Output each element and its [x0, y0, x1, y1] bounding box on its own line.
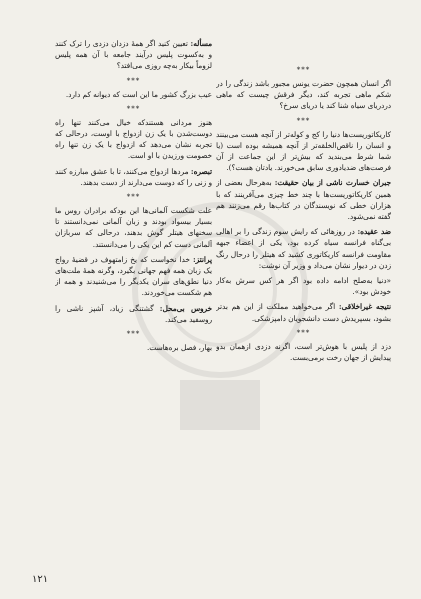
paragraph [55, 205, 212, 250]
paragraph-heading: جبران خسارت ناشی از بیان حقیقت: [274, 178, 391, 188]
paragraph-text: عیب بزرگ کشور ما این است که دیوانه کم دارد. [65, 89, 212, 99]
paragraph [55, 38, 212, 72]
section-separator: *** [126, 104, 141, 113]
paragraph [55, 342, 212, 353]
paragraph-text: «دنیا به‌صلح ادامه داده بود اگر هر کس سرش به‌کار خودش بود». [216, 276, 391, 297]
paragraph-text: در روزهائی که رایش سوم زندگی را بر اهالی بی‌گناه فرانسه سیاه کرده بود، یکی از اعضاء جبهه مقاومت فرانسه کاریکاتوری کشید که هیتلر را درحال رنگ زدن در دیوار نشان می‌داد و وزیر آن نوشت: [216, 227, 391, 270]
paragraph-heading: ضد عقیده: [357, 227, 391, 237]
section-separator: *** [126, 330, 141, 339]
paragraph [216, 301, 391, 323]
paragraph-text: بهار، فصل بره‌هاست. [146, 343, 212, 353]
section-separator: *** [126, 76, 141, 85]
paragraph [55, 117, 212, 162]
paragraph [55, 89, 212, 100]
paragraph-text: اگر می‌خواهید مملکت از این هم بدتر بشود، بسپریدش دست دانشجویان دامپزشکی. [216, 302, 391, 323]
paragraph-heading: مسأله: [190, 39, 212, 48]
paragraph-text: هنوز مردانی هستندکه خیال می‌کنند تنها راه دوست‌شدن با یک زن ازدواج با اوست، درحالی که تجربه نشان می‌دهد که ازدواج با یک زن تنها راه خصومت ورزیدن با او است. [55, 117, 212, 161]
page-number: ۱۲۱ [32, 574, 49, 585]
paragraph-heading: تبصره: [190, 166, 212, 176]
paragraph [216, 78, 391, 112]
paragraph [55, 303, 212, 325]
paragraph-heading: پرانتز: [192, 254, 212, 264]
paragraph [216, 177, 391, 222]
paragraph [216, 226, 391, 271]
section-separator: *** [126, 193, 141, 202]
paragraph-heading: خروس بی‌محل: [159, 303, 212, 313]
paragraph-text: به‌هرحال بعضی از همین کاریکاتوریست‌ها با چند خط چیزی می‌آفرینند که با هزاران خطی که نویسندگان در کتاب‌ها رقم می‌زنند هم گفته نمی‌شود. [216, 178, 391, 222]
paragraph-text: کاریکاتوریست‌ها دنیا را کج و کوله‌تر از آنچه هست می‌بینند و انسان را ناقص‌الخلقه‌تر از آنچه همیشه بوده است (یا شما شرط می‌بندید که بیش‌تر از این جماعت از آن فرصت‌های ضدیادوری سابق می‌خورند. یادتان هست؟). [216, 129, 391, 173]
paragraph-text: گشتنگی زیاد، آشپز ناشی را روسفید می‌کند. [55, 303, 212, 324]
paragraph-text: دزد از پلیس با هوش‌تر است، اگرنه دزدی ازهمان بدو پیدایش از جهان رخت برمی‌بست. [216, 341, 391, 363]
paragraph-text: علت شکست آلمانی‌ها این بودکه برادران روس ما بسیار بیسواد بودند و زبان آلمانی نمی‌دانستند تا سخنهای هیتلر گوش بدهند، درحالی که سربازان آلمانی دست کم این یکی را می‌دانستند. [55, 206, 212, 249]
paragraph [216, 129, 391, 174]
paragraph [55, 166, 212, 188]
section-separator: *** [296, 328, 311, 337]
paragraph-text: مردها ازدواج می‌کنند، تا با عشق مبارزه کنند و زنی را که دوست می‌دارند از دست بدهند. [55, 166, 212, 187]
right-column [216, 62, 391, 572]
left-column [55, 38, 212, 568]
paragraph-heading: نتیجه غیراخلاقی: [338, 302, 391, 312]
paragraph-text: تعیین کنید اگر همهٔ دزدان دزدی را ترک کنند و به‌کسوت پلیس درآیند جامعه با آن همه پلیس لزوماً بیکار به‌چه روزی می‌افتد؟ [55, 39, 212, 71]
section-separator: *** [296, 116, 311, 125]
paragraph-text: اگر انسان همچون حضرت یونس مجبور باشد زندگی را در شکم ماهی تجربه کند، دیگر فرقش چیست که ماهی دردریای سیاه شنا کند یا دریای سرخ؟ [216, 79, 391, 111]
paragraph [216, 341, 391, 363]
paragraph [55, 254, 212, 299]
paragraph-text: خدا نخواست که یخ زامتهوف در قضیهٔ رواج یک زبان همه فهم جهانی بگیرد، وگرنه همهٔ ملت‌های دنیا نطق‌های سران یکدیگر را می‌شنیدند و همه از هم شکست می‌خوردند. [55, 254, 212, 298]
paragraph [216, 275, 391, 297]
section-separator: *** [296, 66, 311, 74]
